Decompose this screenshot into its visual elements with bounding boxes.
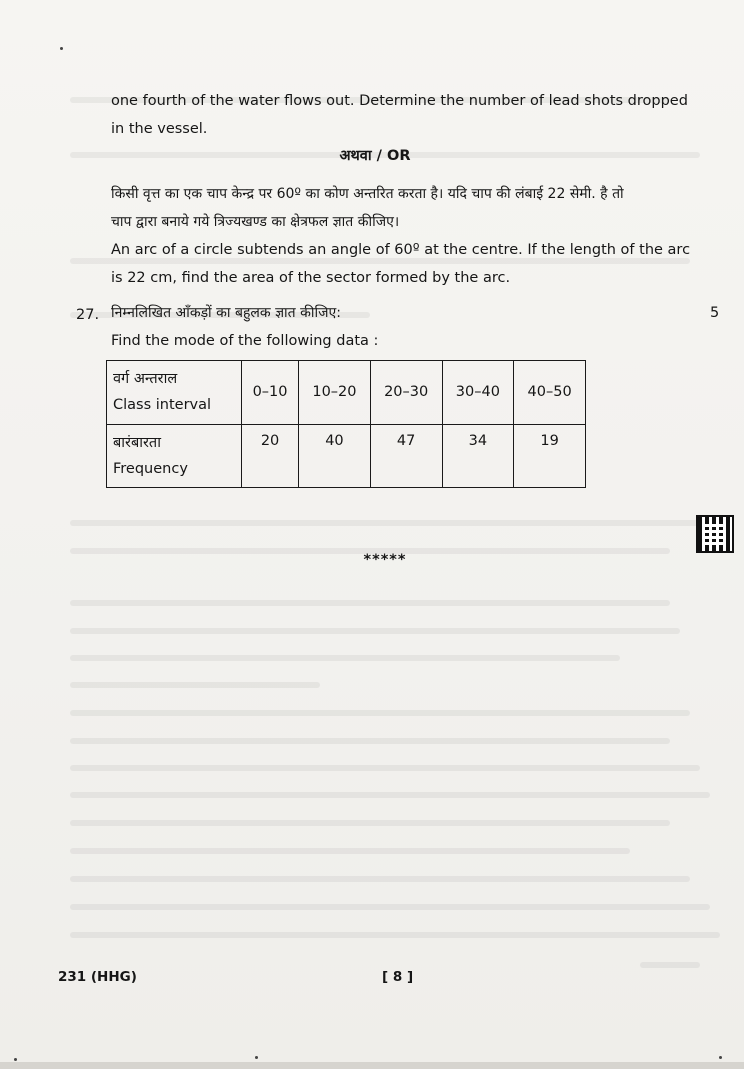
frequency-label-hindi: बारंबारता [113, 434, 161, 451]
interval-cell: 10–20 [299, 361, 371, 425]
frequency-label-english: Frequency [113, 460, 188, 477]
scan-edge [0, 1062, 744, 1069]
q26-alt-hindi-line-1: किसी वृत्त का एक चाप केन्द्र पर 60º का कोण अन्तरित करता है। यदि चाप की लंबाई 22 सेमी. है तो [111, 186, 624, 202]
footer-paper-code: 231 (HHG) [58, 969, 137, 985]
q27-english: Find the mode of the following data : [111, 333, 379, 349]
q26-line-1: one fourth of the water flows out. Determine the number of lead shots dropped [111, 93, 688, 109]
interval-cell: 30–40 [442, 361, 514, 425]
interval-cell: 40–50 [514, 361, 586, 425]
q26-alt-hindi-line-2: चाप द्वारा बनाये गये त्रिज्यखण्ड का क्षेत्रफल ज्ञात कीजिए। [111, 214, 400, 230]
table-row-class-interval [107, 361, 586, 425]
class-interval-label [107, 361, 242, 425]
q27-marks: 5 [710, 305, 720, 321]
frequency-cell: 19 [514, 424, 586, 488]
class-interval-label-hindi: वर्ग अन्तराल [113, 371, 178, 388]
end-marker: ***** [363, 552, 407, 568]
scan-speck [719, 1056, 722, 1059]
scan-speck [60, 47, 63, 50]
class-interval-label-english: Class interval [113, 397, 212, 414]
frequency-cell: 47 [370, 424, 442, 488]
q26-alt-english-line-1: An arc of a circle subtends an angle of 60º at the centre. If the length of the arc [111, 242, 691, 258]
q26-line-2: in the vessel. [111, 121, 208, 137]
q27-number: 27. [76, 307, 100, 323]
or-label: अथवा / OR [339, 148, 411, 164]
frequency-table [106, 360, 586, 488]
frequency-cell: 20 [242, 424, 299, 488]
qr-code-icon [698, 517, 732, 551]
frequency-cell: 40 [299, 424, 371, 488]
interval-cell: 20–30 [370, 361, 442, 425]
q26-alt-english-line-2: is 22 cm, find the area of the sector formed by the arc. [111, 270, 511, 286]
frequency-label [107, 424, 242, 488]
scan-speck [255, 1056, 258, 1059]
q27-hindi: निम्नलिखित आँकड़ों का बहुलक ज्ञात कीजिए: [111, 305, 341, 321]
scan-speck [14, 1058, 17, 1061]
interval-cell: 0–10 [242, 361, 299, 425]
table-row-frequency [107, 424, 586, 488]
frequency-cell: 34 [442, 424, 514, 488]
footer-page-number: [ 8 ] [382, 969, 414, 985]
